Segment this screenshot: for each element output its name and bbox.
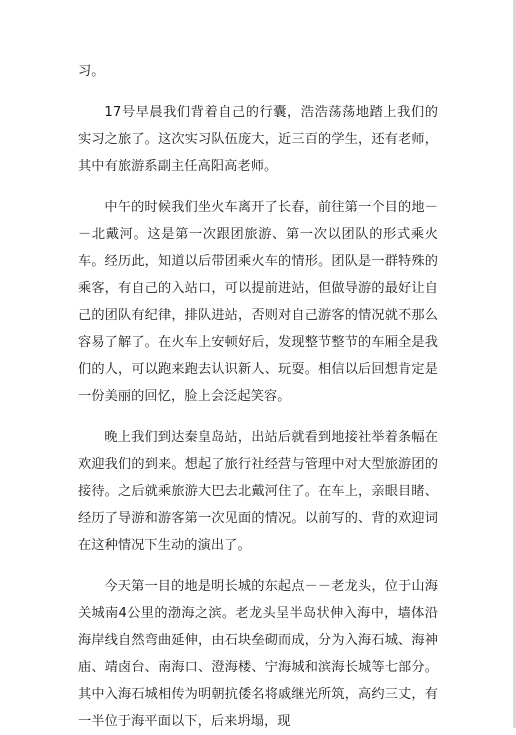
paragraph-arrival: 晚上我们到达秦皇岛站，出站后就看到地接社举着条幅在欢迎我们的到来。想起了旅行社经营与管理中对大型旅游团的接待。之后就乘旅游大巴去北戴河住了。在车上，亲眼目睹、经历了导游和游客第一次见面的情况。以前写的、背的欢迎词在这种情况下生动的演出了。: [78, 430, 438, 553]
document-body: [78, 58, 438, 735]
paragraph-laolongtou: 今天第一目的地是明长城的东起点－－老龙头，位于山海关城南4公里的渤海之滨。老龙头呈半岛状伸入海中，墙体沿海岸线自然弯曲延伸，由石块垒砌而成，分为入海石城、海神庙、靖卤台、南海口、澄海楼、宁海城和滨海长城等七部分。其中入海石城相传为明朝抗倭名将戚继光所筑，高约三丈，有一半位于海平面以下，后来坍塌，现: [78, 579, 438, 729]
paragraph-continuation: 习。: [78, 64, 105, 79]
paragraph-departure: 17号早晨我们背着自己的行囊，浩浩荡荡地踏上我们的实习之旅了。这次实习队伍庞大，近三百的学生，还有老师，其中有旅游系副主任高阳高老师。: [78, 105, 438, 174]
paragraph-train-journey: 中午的时候我们坐火车离开了长春，前往第一个目的地－－北戴河。这是第一次跟团旅游、第一次以团队的形式乘火车。经历此，知道以后带团乘火车的情形。团队是一群特殊的乘客，有自己的入站口，可以提前进站，但做导游的最好让自己的团队有纪律，排队进站，否则对自己游客的情况就不那么容易了解了。在火车上安顿好后，发现整节整节的车厢全是我们的人，可以跑来跑去认识新人、玩耍。相信以后回想肯定是一份美丽的回忆，脸上会泛起笑容。: [78, 200, 438, 404]
